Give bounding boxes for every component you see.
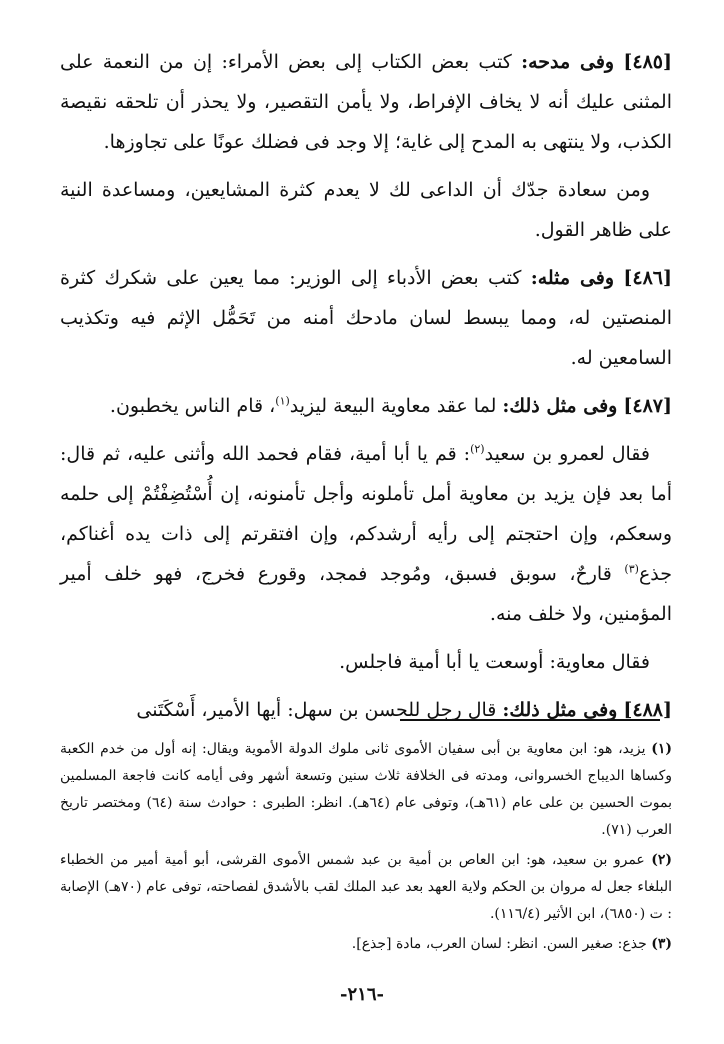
paragraph-486 [60,258,672,378]
entry-number: [٤٨٧] [623,395,672,417]
footnote-id: (٢) [651,852,673,868]
footnote-id: (٣) [651,936,672,952]
entry-text: كتب بعض الأدباء إلى الوزير: مما يعين على شكرك كثرة المنصتين له، ومما يبسط لسان مادحك أمنه من تَحَمُّل الإثم فيه وتكذيب السامعين له. [60,267,672,369]
entry-text-end: قارحٌ، سوبق فسبق، ومُوجد فمجد، وقورع فخرج، فهو خلف أمير المؤمنين، ولا خلف منه. [60,563,672,625]
paragraph-reply [60,642,672,682]
footnote-3 [60,931,672,958]
entry-heading: وفى مدحه: [521,51,615,73]
footnote-divider [400,719,660,721]
footnote-ref-2: (٢) [470,442,485,456]
entry-heading: وفى مثل ذلك: [502,699,618,721]
entry-heading: وفى مثله: [530,267,615,289]
footnote-id: (١) [651,741,672,757]
entry-text: كتب بعض الكتاب إلى بعض الأمراء: إن من النعمة على المثنى عليك أنه لا يخاف الإفراط، ولا يأمن التقصير، ولا يحذر أن تلحقه نقيصة الكذب، ولا ينتهى به المدح إلى غاية؛ إلا وجد فى فضلك عونًا على تجاوزها. [60,51,672,153]
entry-number: [٤٨٥] [623,51,672,73]
paragraph-485 [60,42,672,162]
entry-number: [٤٨٦] [623,267,672,289]
entry-text: ومن سعادة جدّك أن الداعى لك لا يعدم كثرة المشايعين، ومساعدة النية على ظاهر القول. [60,179,672,241]
paragraph-488 [60,690,672,730]
entry-text-middle: : قم يا أبا أمية، فقام فحمد الله وأثنى عليه، ثم قال: أما بعد فإن يزيد بن معاوية أمل تأملونه وأجل تأمنونه، إن أُسْتُضِفْتُمْ إلى حلمه وسعكم، وإن احتجتم إلى رأيه أرشدكم، وإن افتقرتم إلى ذات يده أغناكم، جذع [60,443,672,585]
entry-heading: وفى مثل ذلك: [502,395,618,417]
footnotes [60,736,672,961]
entry-text: قال رجل للحسن بن سهل: أيها الأمير، أَسْكَتَنى [136,699,497,721]
paragraph-continuation [60,170,672,250]
entry-text-end: ، قام الناس يخطبون. [109,395,276,417]
entry-text: فقال معاوية: أوسعت يا أبا أمية فاجلس. [339,651,650,673]
page-number: -٢١٦- [340,984,384,1005]
footnote-2 [60,847,672,928]
footnote-text: عمرو بن سعيد، هو: ابن العاص بن أمية بن عبد شمس الأموى القرشى، أبو أمية أمير من الخطباء البلغاء جعل له مروان بن الحكم ولاية العهد بعد عبد الملك لقب بالأشدق لفصاحته، توفى عام (٧٠هـ) الإصابة : ت (٦٨٥٠)، ابن الأثير (١١٦/٤). [60,852,672,922]
paragraph-speech [60,434,672,634]
main-text [60,42,672,738]
entry-text: فقال لعمرو بن سعيد [484,443,650,465]
footnote-ref-3: (٣) [624,562,639,576]
paragraph-487 [60,386,672,426]
entry-number: [٤٨٨] [623,699,672,721]
footnote-1 [60,736,672,844]
entry-text: لما عقد معاوية البيعة ليزيد [289,395,497,417]
footnote-ref-1: (١) [275,394,290,408]
footnote-text: يزيد، هو: ابن معاوية بن أبى سفيان الأموى ثانى ملوك الدولة الأموية ويقال: إنه أول من خدم الكعبة وكساها الديباج الخسروانى، ومدته فى الخلافة ثلاث سنين وتسعة أشهر وفى أيامه كانت فاجعة المسلمين بموت الحسين بن على عام (٦١هـ)، وتوفى عام (٦٤هـ). انظر: الطبرى : حوادث سنة (٦٤) ومختصر تاريخ العرب (٧١). [60,741,673,838]
footnote-text: جذع: صغير السن. انظر: لسان العرب، مادة [جذع]. [351,936,647,952]
